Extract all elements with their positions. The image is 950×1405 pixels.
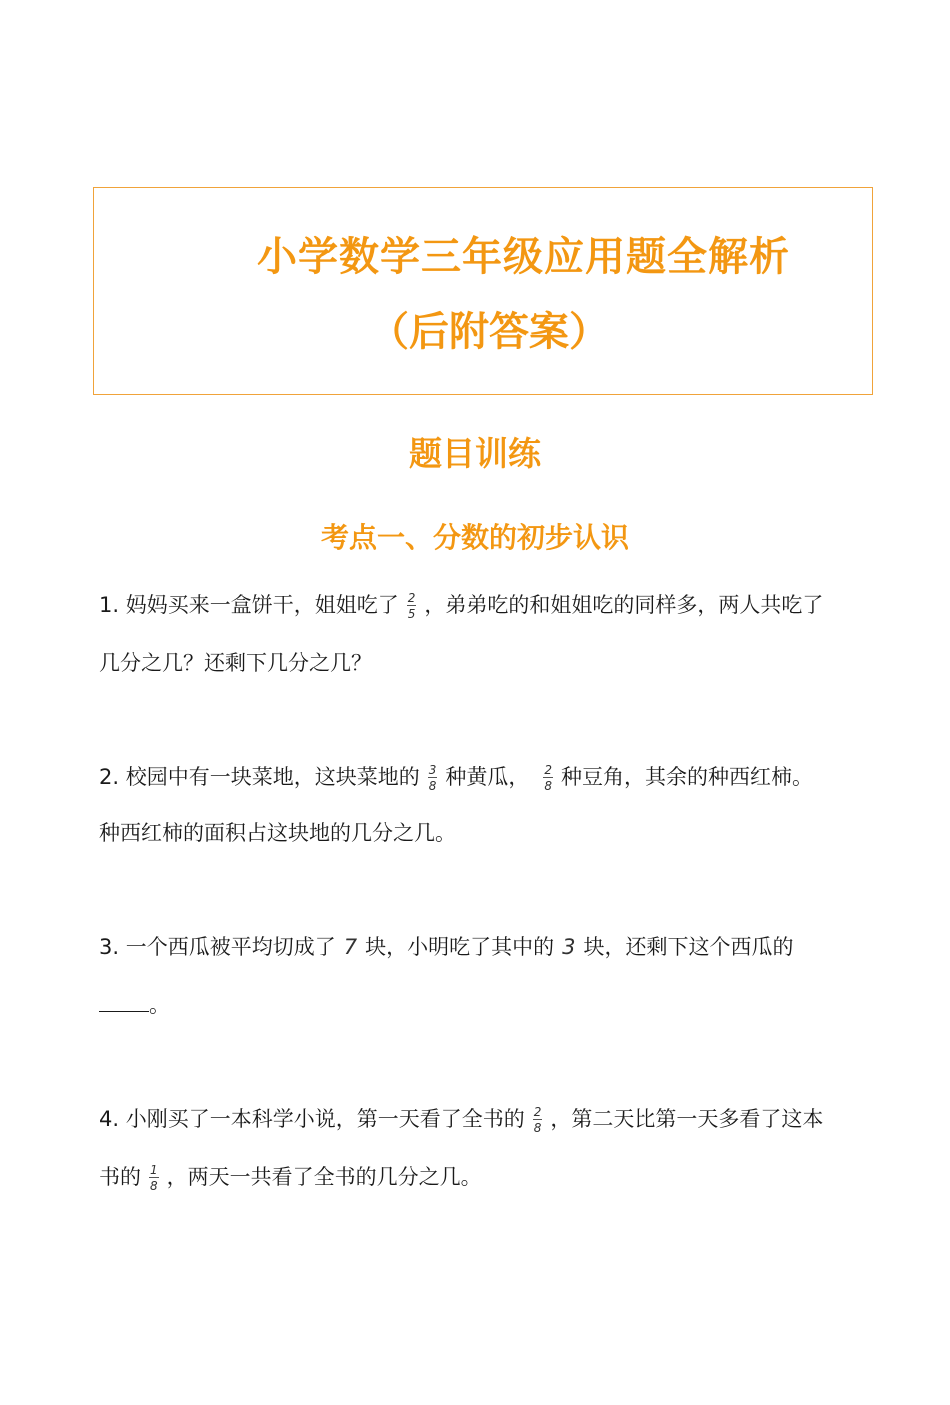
fraction-numerator: 2 [407, 591, 416, 605]
question-2-text-c: 种豆角，其余的种西红柿。 [561, 765, 813, 789]
question-3-text-c: 块，还剩下这个西瓜的 [583, 935, 794, 959]
document-subtitle: （后附答案） [369, 309, 609, 355]
fraction [428, 764, 438, 792]
question-3-text-d: 。 [149, 993, 170, 1017]
question-3-text-b: 块，小明吃了其中的 [365, 935, 555, 959]
question-4-text-b: ，第二天比第一天多看了这本 [550, 1107, 824, 1131]
fraction [533, 1106, 543, 1134]
question-1-line-2: 几分之几？还剩下几分之几？ [99, 651, 372, 675]
question-2-text-a: 2. 校园中有一块菜地，这块菜地的 [99, 765, 420, 789]
question-4-text-a: 4. 小刚买了一本科学小说，第一天看了全书的 [99, 1107, 525, 1131]
question-2-line-2: 种西红柿的面积占这块地的几分之几。 [99, 821, 456, 845]
number-value: 7 [343, 935, 358, 959]
question-4-line-1 [99, 1104, 823, 1134]
question-4-line-2 [99, 1162, 482, 1192]
question-2-line-1 [99, 762, 813, 792]
fraction-numerator: 2 [533, 1105, 542, 1119]
question-1-line-1 [99, 590, 823, 620]
fraction-denominator: 5 [407, 607, 416, 621]
fraction-numerator: 3 [428, 763, 437, 777]
fraction-denominator: 8 [150, 1179, 158, 1193]
fraction-denominator: 8 [533, 1121, 542, 1135]
topic-heading: 考点一、分数的初步认识 [320, 521, 629, 554]
question-3-line-1 [99, 932, 793, 962]
fraction [543, 764, 553, 792]
question-4-text-d: ，两天一共看了全书的几分之几。 [166, 1165, 482, 1189]
question-1-text-a: 1. 妈妈买来一盒饼干，姐姐吃了 [99, 593, 399, 617]
question-3-line-2 [99, 990, 170, 1020]
fraction [149, 1164, 159, 1192]
question-1-text-b: ，弟弟吃的和姐姐吃的同样多，两人共吃了 [424, 593, 824, 617]
fraction [407, 592, 417, 620]
fraction-numerator: 1 [150, 1163, 158, 1177]
document-title: 小学数学三年级应用题全解析 [257, 234, 790, 280]
section-heading: 题目训练 [409, 434, 541, 473]
fraction-denominator: 8 [428, 779, 437, 793]
question-4-text-c: 书的 [99, 1165, 141, 1189]
number-value: 3 [562, 935, 576, 959]
question-3-text-a: 3. 一个西瓜被平均切成了 [99, 935, 336, 959]
question-2-text-b: 种黄瓜， [445, 765, 530, 789]
fraction-numerator: 2 [544, 763, 552, 777]
title-box [93, 187, 873, 395]
fraction-denominator: 8 [544, 779, 552, 793]
answer-blank [99, 1011, 149, 1012]
